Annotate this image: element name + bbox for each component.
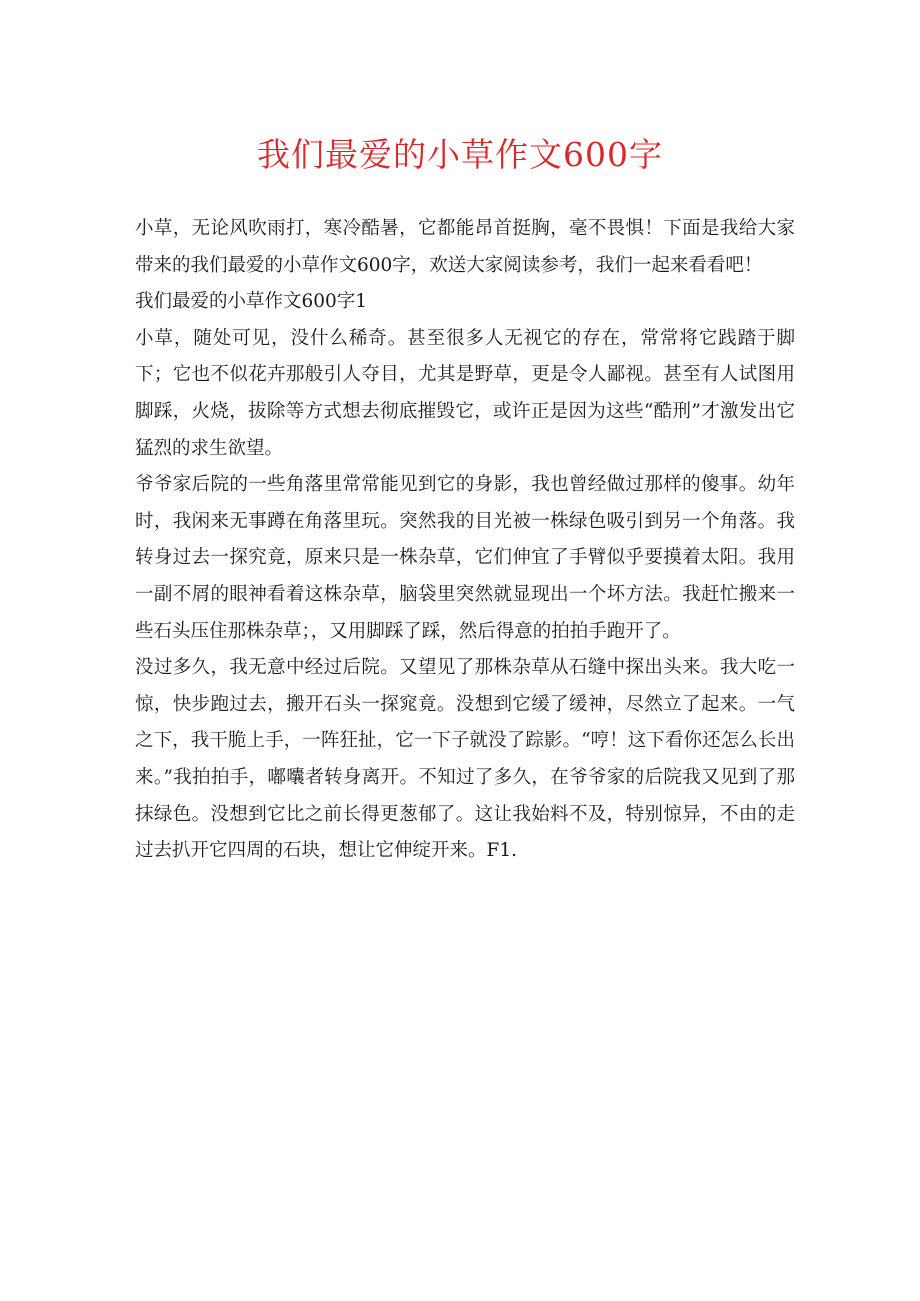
intro-paragraph: 小草，无论风吹雨打，寒冷酷暑，它都能昂首挺胸，毫不畏惧！下面是我给大家带来的我们最爱的小草作文600字，欢送大家阅读参考，我们一起来看看吧！ bbox=[135, 218, 795, 276]
section-heading: 我们最爱的小草作文600字1 bbox=[135, 291, 368, 313]
body-paragraph: 没过多久，我无意中经过后院。又望见了那株杂草从石缝中探出头来。我大吃一惊，快步跑过去，搬开石头一探窕竟。没想到它缓了缓神，尽然立了起来。一气之下，我干脆上手，一阵狂扯，它一下子就没了踪影。“哼！这下看你还怎么长出来。”我拍拍手，嘟囔者转身离开。不知过了多久，在爷爷家的后院我又见到了那抹绿色。没想到它比之前长得更葱郁了。这让我始料不及，特别惊异，不由的走过去扒开它四周的石块，想让它伸绽开来。F1. bbox=[135, 657, 795, 862]
document-body bbox=[135, 211, 795, 870]
body-paragraph: 小草，随处可见，没什么稀奇。甚至很多人无视它的存在，常常将它践踏于脚下；它也不似花卉那般引人夺目，尤其是野草，更是令人鄙视。甚至有人试图用脚踩，火烧，拔除等方式想去彻底摧毁它，或许正是因为这些“酷刑”才激发出它猛烈的求生欲望。 bbox=[135, 327, 795, 459]
document-title: 我们最爱的小草作文600字 bbox=[257, 135, 663, 174]
body-paragraph: 爷爷家后院的一些角落里常常能见到它的身影，我也曾经做过那样的傻事。幼年时，我闲来无事蹲在角落里玩。突然我的目光被一株绿色吸引到另一个角落。我转身过去一探究竟，原来只是一株杂草，它们伸宜了手臂似乎要摸着太阳。我用一副不屑的眼神看着这株杂草，脑袋里突然就显现出一个坏方法。我赶忙搬来一些石头压住那株杂草；，又用脚踩了踩，然后得意的拍拍手跑开了。 bbox=[135, 474, 795, 642]
